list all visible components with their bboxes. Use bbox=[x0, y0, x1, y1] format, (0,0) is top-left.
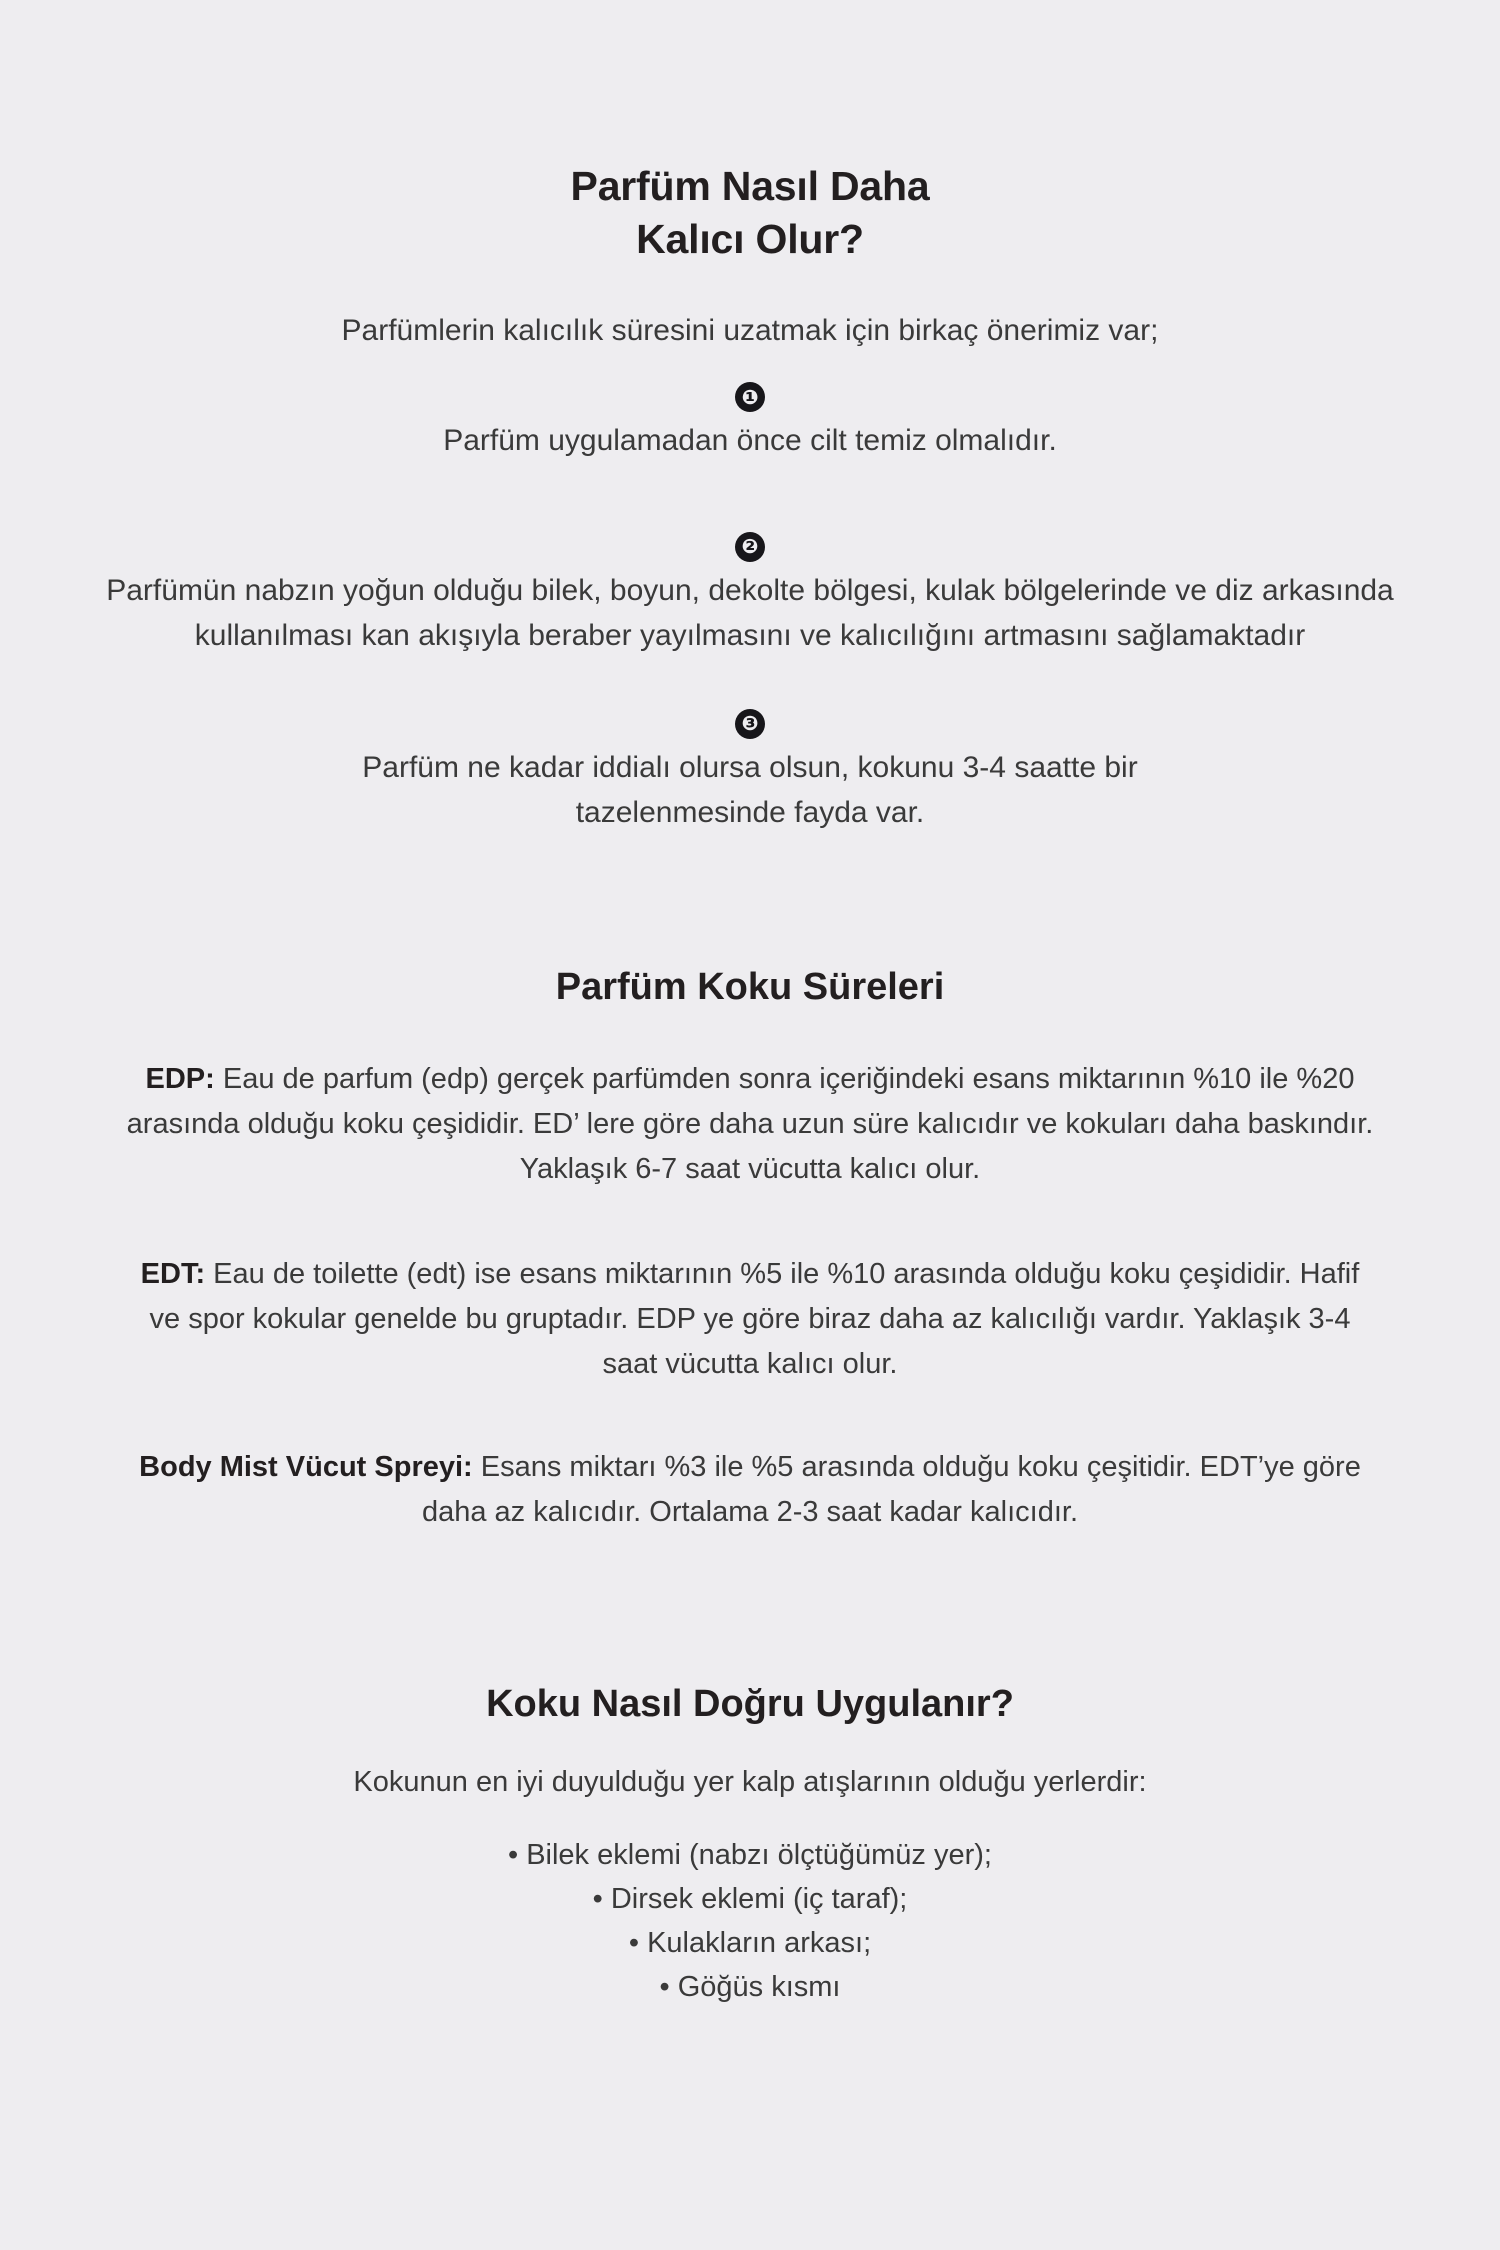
list-item: Parfüm ne kadar iddialı olursa olsun, kokunu 3-4 saatte bir tazelenmesinde fayda var. bbox=[362, 750, 1138, 830]
body-mist-label: Body Mist Vücut Spreyi: bbox=[139, 1450, 473, 1483]
list-item: • Göğüs kısmı bbox=[105, 1965, 1395, 2009]
circled-number-3-icon: ❸ bbox=[735, 709, 765, 739]
section-longevity bbox=[105, 0, 1395, 836]
edt-text: Eau de toilette (edt) ise esans miktarının %5 ile %10 arasında olduğu koku çeşididir. Hafif ve spor kokular genelde bu gruptadır. EDP ye göre biraz daha az kalıcılığı vardır. Yaklaşık 3-4 saat vücutta kalıcı olur. bbox=[149, 1257, 1360, 1380]
list-item: Parfümün nabzın yoğun olduğu bilek, boyun, dekolte bölgesi, kulak bölgelerinde ve diz arkasında kullanılması kan akışıyla beraber yayılmasını ve kalıcılığını artmasını sağlamaktadır bbox=[106, 573, 1394, 653]
circled-number-2-icon: ❷ bbox=[735, 532, 765, 562]
body-mist-text: Esans miktarı %3 ile %5 arasında olduğu koku çeşitidir. EDT’ye göre daha az kalıcıdır. Ortalama 2-3 saat kadar kalıcıdır. bbox=[421, 1450, 1361, 1528]
paragraph-edt bbox=[130, 1252, 1370, 1387]
edp-text: Eau de parfum (edp) gerçek parfümden sonra içeriğindeki esans miktarının %10 ile %20 arasında olduğu koku çeşididir. ED’ lere göre daha uzun süre kalıcıdır ve kokuları daha baskındır. Yaklaşık 6-7 saat vücutta kalıcı olur. bbox=[126, 1063, 1374, 1185]
spacer bbox=[105, 659, 1395, 681]
intro-text: Parfümlerin kalıcılık süresini uzatmak için birkaç önerimiz var; bbox=[341, 313, 1159, 347]
section-title-durations: Parfüm Koku Süreleri bbox=[555, 966, 945, 1009]
paragraph-edp bbox=[115, 1057, 1385, 1192]
page-title bbox=[105, 0, 1395, 267]
page-title-line-2: Kalıcı Olur? bbox=[636, 216, 864, 263]
apply-lead-text: Kokunun en iyi duyulduğu yer kalp atışlarının olduğu yerlerdir: bbox=[353, 1765, 1147, 1798]
spacer bbox=[105, 464, 1395, 504]
list-item: Parfüm uygulamadan önce cilt temiz olmalıdır. bbox=[443, 424, 1057, 458]
section-title-how-to-apply: Koku Nasıl Doğru Uygulanır? bbox=[486, 1682, 1014, 1725]
edp-label: EDP: bbox=[145, 1063, 215, 1096]
section-how-to-apply bbox=[105, 1683, 1395, 2009]
apply-bullet-list bbox=[105, 1833, 1395, 2009]
list-item: • Kulakların arkası; bbox=[105, 1921, 1395, 1965]
list-number-2-wrap bbox=[105, 532, 1395, 562]
paragraph-body-mist bbox=[105, 1445, 1395, 1535]
list-item: • Dirsek eklemi (iç taraf); bbox=[105, 1877, 1395, 1921]
list-number-3-wrap bbox=[105, 709, 1395, 739]
circled-number-1-icon: ❶ bbox=[735, 382, 765, 412]
list-number-1-wrap bbox=[105, 382, 1395, 412]
edt-label: EDT: bbox=[140, 1257, 206, 1290]
list-item: • Bilek eklemi (nabzı ölçtüğümüz yer); bbox=[105, 1833, 1395, 1877]
page-title-line-1: Parfüm Nasıl Daha bbox=[570, 163, 930, 209]
section-fragrance-durations bbox=[105, 966, 1395, 1535]
